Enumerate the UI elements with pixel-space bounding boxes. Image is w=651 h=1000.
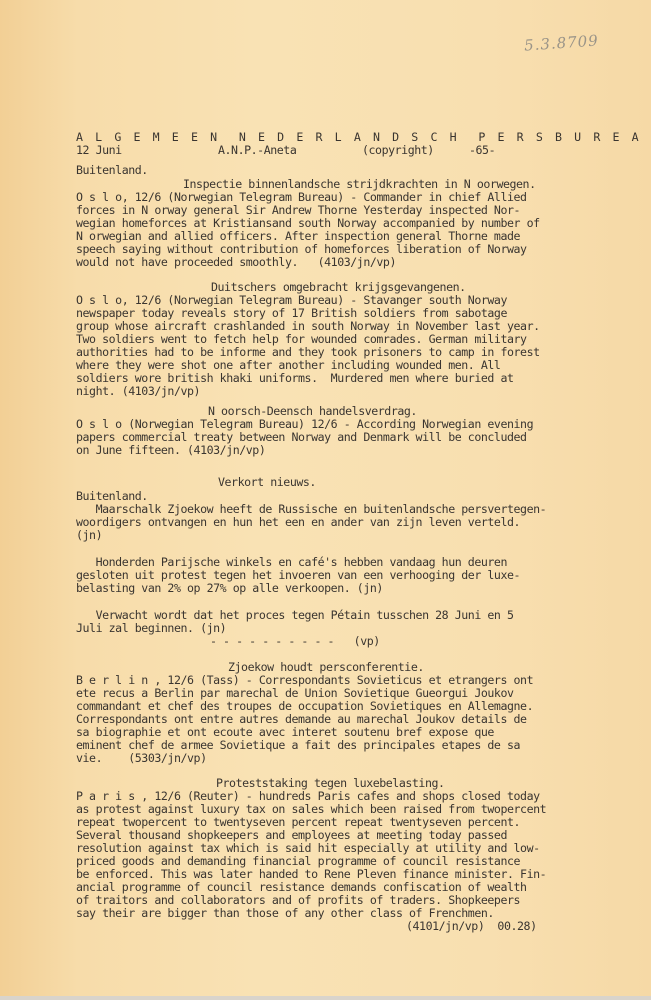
archive-number: 5.3.8709 (523, 31, 600, 55)
article-line: sa biographie et ont ecoute avec interet soutenu bref expose que (76, 725, 494, 739)
article-footer: (4101/jn/vp) 00.28) (406, 919, 537, 933)
article-title: Zjoekow houdt persconferentie. (228, 660, 424, 674)
article-line: on June fifteen. (4103/jn/vp) (76, 443, 266, 457)
article-line: N orwegian and allied officers. After inspection general Thorne made (76, 229, 521, 243)
section-label: Buitenland. (76, 163, 148, 177)
article-title: Duitschers omgebracht krijgsgevangenen. (211, 280, 466, 294)
article-line: O s l o (Norwegian Telegram Bureau) 12/6 - According Norwegian evening (76, 417, 534, 431)
article-line: where they were shot one after another including wounded men. All (76, 358, 501, 372)
verkort-line: (jn) (76, 528, 103, 542)
article-title: Inspectie binnenlandsche strijdkrachten in N oorwegen. (183, 177, 536, 191)
article-line: night. (4103/jn/vp) (76, 384, 201, 398)
article-line: ete recus a Berlin par marechal de Union Sovietique Gueorgui Joukov (76, 686, 514, 700)
article-line: papers commercial treaty between Norway and Denmark will be concluded (76, 430, 527, 444)
header-source: A.N.P.-Aneta (218, 143, 297, 157)
article-line: would not have proceeded smoothly. (4103/jn/vp) (76, 255, 396, 269)
verkort-line: woordigers ontvangen en hun het een en ander van zijn leven verteld. (76, 515, 521, 529)
article-line: be enforced. This was later handed to Rene Pleven finance minister. Fin- (76, 867, 547, 881)
agency-header: A L G E M E E N N E D E R L A N D S C H P E R S B U R E A (76, 130, 642, 144)
article-line: O s l o, 12/6 (Norwegian Telegram Bureau) - Commander in chief Allied (76, 190, 527, 204)
section-label: Buitenland. (76, 489, 148, 503)
article-line: priced goods and demanding financial programme of council resistance (76, 854, 521, 868)
article-line: forces in N orway general Sir Andrew Thorne Yesterday inspected Nor- (76, 203, 521, 217)
article-line: O s l o, 12/6 (Norwegian Telegram Bureau) - Stavanger south Norway (76, 293, 507, 307)
article-line: Correspondants ont entre autres demande au marechal Joukov details de (76, 712, 527, 726)
verkort-line: Honderden Parijsche winkels en café's hebben vandaag hun deuren (76, 555, 507, 569)
article-line: commandant et chef des troupes de occupation Sovietiques en Allemagne. (76, 699, 534, 713)
article-line: newspaper today reveals story of 17 British soldiers from sabotage (76, 306, 507, 320)
article-line: eminent chef de armee Sovietique a fait des principales etapes de sa (76, 738, 521, 752)
article-line: authorities had to be informe and they took prisoners to camp in forest (76, 345, 540, 359)
article-line: say their are bigger than those of any other class of Frenchmen. (76, 906, 494, 920)
verkort-line: Verwacht wordt dat het proces tegen Pétain tusschen 28 Juni en 5 (76, 608, 514, 622)
article-title: N oorsch-Deensch handelsverdrag. (208, 404, 417, 418)
article-line: speech saying without contribution of homeforces liberation of Norway (76, 242, 527, 256)
separator-line: - - - - - - - - - - (vp) (210, 634, 380, 648)
article-line: ancial programme of council resistance demands confiscation of wealth (76, 880, 527, 894)
article-line: B e r l i n , 12/6 (Tass) - Correspondants Sovieticus et etrangers ont (76, 673, 534, 687)
article-line: wegian homeforces at Kristiansand south Norway accompanied by number of (76, 216, 540, 230)
article-line: resolution against tax which is said hit especially at utility and low- (76, 841, 540, 855)
verkort-line: belasting van 2% op 27% op alle verkoopen. (jn) (76, 581, 383, 595)
article-line: P a r i s , 12/6 (Reuter) - hundreds Paris cafes and shops closed today (76, 789, 540, 803)
header-copyright: (copyright) (362, 143, 434, 157)
verkort-line: Juli zal beginnen. (jn) (76, 621, 227, 635)
article-line: repeat twopercent to twentyseven percent repeat twentyseven percent. (76, 815, 521, 829)
verkort-line: Maarschalk Zjoekow heeft de Russische en buitenlandsche persvertegen- (76, 502, 547, 516)
verkort-line: gesloten uit protest tegen het invoeren van een verhooging der luxe- (76, 568, 521, 582)
article-title: Proteststaking tegen luxebelasting. (216, 776, 445, 790)
header-date: 12 Juni (76, 143, 122, 157)
article-line: Several thousand shopkeepers and employees at meeting today passed (76, 828, 507, 842)
header-page-number: -65- (469, 143, 496, 157)
verkort-title: Verkort nieuws. (218, 475, 316, 489)
article-line: of traitors and collaborators and of profits of traders. Shopkeepers (76, 893, 521, 907)
article-line: soldiers wore british khaki uniforms. Murdered men where buried at (76, 371, 514, 385)
article-line: as protest against luxury tax on sales which been raised from twopercent (76, 802, 547, 816)
article-line: Two soldiers went to fetch help for wounded comrades. German military (76, 332, 527, 346)
article-line: group whose aircraft crashlanded in south Norway in November last year. (76, 319, 540, 333)
article-line: vie. (5303/jn/vp) (76, 751, 207, 765)
